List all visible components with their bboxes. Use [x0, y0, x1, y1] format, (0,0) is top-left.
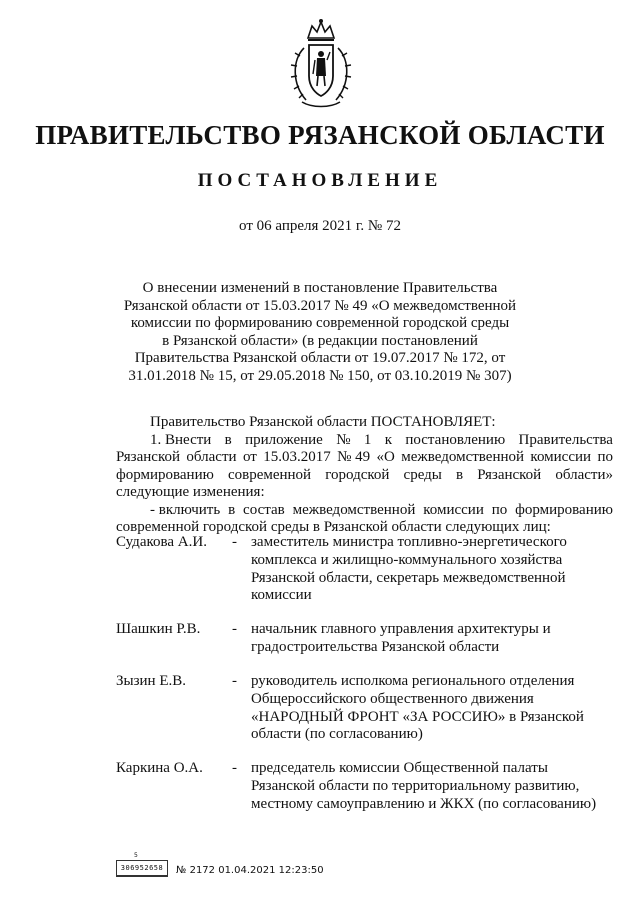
document-type: ПОСТАНОВЛЕНИЕ	[197, 170, 443, 191]
item1-line-3: формированию современной городской среды в Рязанской области»	[116, 466, 613, 483]
stamp-top-mark: 5	[134, 852, 138, 859]
heading-line: О внесении изменений в постановление Правительства	[142, 280, 498, 296]
member-dash: -	[232, 621, 237, 637]
member-name: Каркина О.А.	[116, 760, 203, 776]
member-name: Шашкин Р.В.	[116, 621, 201, 637]
member-name: Судакова А.И.	[116, 534, 207, 550]
heading-line: комиссии по формированию современной городской среды	[130, 315, 510, 332]
include-line-2: современной городской среды в Рязанской области следующих лиц:	[116, 519, 551, 535]
member-dash: -	[232, 760, 237, 776]
member-name: Зызин Е.В.	[116, 673, 186, 689]
registration-footer	[116, 852, 416, 882]
document-date-number: от 06 апреля 2021 г. № 72	[239, 218, 401, 234]
government-title: ПРАВИТЕЛЬСТВО РЯЗАНСКОЙ ОБЛАСТИ	[35, 120, 605, 150]
document-heading	[100, 280, 540, 386]
member-position: заместитель министра топливно-энергетического комплекса и жилищно-коммунального хозяйства Рязанской области, секретарь межведомственной комиссии	[251, 534, 567, 604]
registration-number: № 2172 01.04.2021 12:23:50	[176, 865, 324, 876]
member-position: начальник главного управления архитектуры и градостроительства Рязанской области	[251, 621, 551, 655]
coat-of-arms-emblem	[286, 18, 356, 114]
heading-line: 31.01.2018 № 15, от 29.05.2018 № 150, от 03.10.2019 № 307)	[128, 367, 512, 384]
include-line-1: - включить в состав межведомственной комиссии по формированию	[150, 501, 613, 518]
heading-line: в Рязанской области» (в редакции постановлений	[162, 332, 478, 349]
member-dash: -	[232, 673, 237, 689]
item1-line-2: Рязанской области от 15.03.2017 № 49 «О межведомственной комиссии по	[116, 449, 613, 465]
heading-line: Рязанской области от 15.03.2017 № 49 «О межведомственной	[123, 297, 517, 314]
resolves-line: Правительство Рязанской области ПОСТАНОВЛЯЕТ:	[150, 414, 496, 430]
item1-line-1: 1. Внести в приложение № 1 к постановлению Правительства	[150, 431, 613, 448]
resolution-body	[116, 414, 613, 537]
item1-line-4: следующие изменения:	[116, 484, 265, 500]
member-position: председатель комиссии Общественной палаты Рязанской области по территориальному развитию, местному самоуправлению и ЖКХ (по согласованию)	[251, 760, 597, 812]
heading-line: Правительства Рязанской области от 19.07.2017 № 172, от	[134, 350, 506, 367]
stamp-underline	[116, 876, 168, 880]
member-position: руководитель исполкома регионального отделения Общероссийского общественного движения «НАРОДНЫЙ ФРОНТ «ЗА РОССИЮ» в Рязанской области (по согласованию)	[251, 673, 584, 743]
member-dash: -	[232, 534, 237, 550]
barcode-stamp: 306952658	[116, 860, 168, 876]
